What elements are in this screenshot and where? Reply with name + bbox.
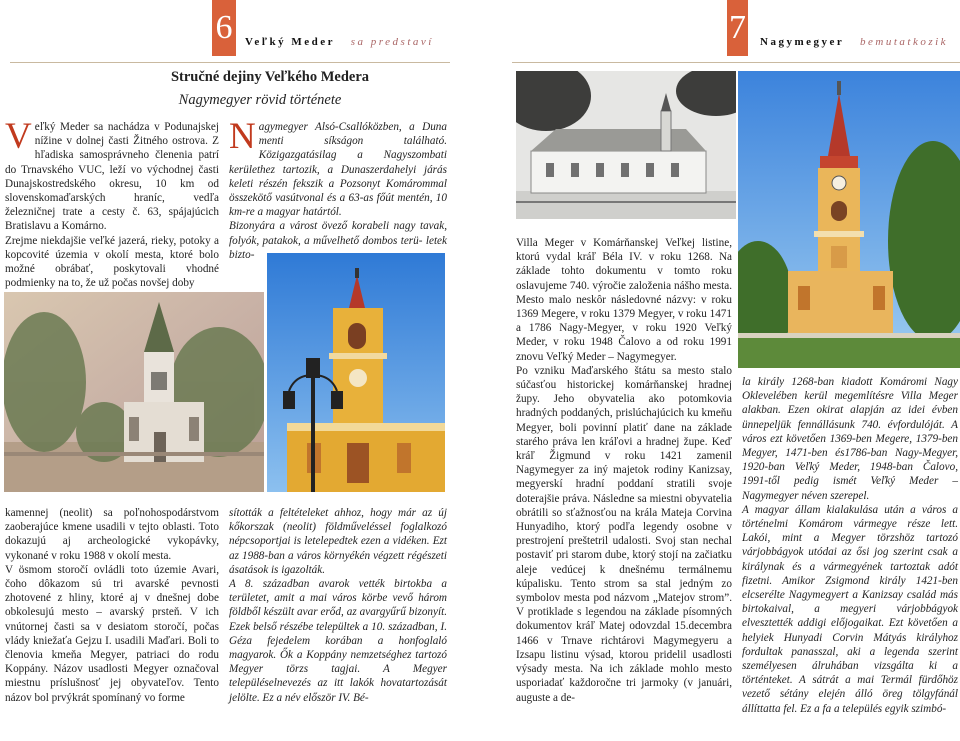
running-head-left-hu: sa predstaví [350, 36, 434, 48]
photo-old-street [516, 71, 736, 219]
column-sk-top [5, 116, 219, 290]
photo-old-church-postcard [4, 292, 264, 492]
header-rule-left [10, 62, 450, 63]
column-sk-bottom [5, 506, 219, 705]
paragraph: V ösmom storočí ovládli toto územie Avari, čoho dôkazom sú tri avarské pevnosti zhotovené z hliny, ktoré aj v dnešnej dobe obkolesujú mesto – avarský prsteň. V ich vnútornej časti sa v desiatom storočí, počas vlády kniežaťa Gejzu I. usadili Maďari. Boli to členovia kmeňa Megyer, patriaci do rodu Koppány. Názov usadlosti Megyer označoval miestnu príslušnosť jej obyvateľov. Tento názov bol prvýkrát spomínaný vo forme [5, 563, 219, 704]
paragraph: Bizonyára a várost övező korabeli nagy tavak, folyók, patakok, a művelhető dombos terü- letek bizto- [229, 220, 447, 261]
photo-church-tower [738, 71, 960, 368]
drop-cap: N [229, 116, 256, 157]
paragraph: sították a feltételeket ahhoz, hogy már az új kőkorszak (neolit) földműveléssel foglalkozó népcsoportjai is letelepedtek ezen a vidéken. Ezt az 1988-ban a város környékén végzett régészeti ásatások is igazolták. [229, 507, 447, 576]
paragraph: A magyar állam kialakulása után a város a történelmi Komárom vármegye része lett. Lakói, mint a Megyer törzshöz tartozó várjobbágyok utódai az ősi jog szerint csak a királynak és a vármegyének tartoztak adót fizetni. Amikor Zsigmond király 1421-ben elcserélte Nagymegyert a Kanizsay család más birtokaival, a megyeri várjobbágyok elvesztették addigi előjogaikat. Ezt követően a helyiek Hunyadi Corvin Mátyás királyhoz fordultak panasszal, aki a legenda szerint személyesen álruhában vizsgálta ki a történteket. A sátrát a mai Termál fürdőhöz vezető sétány elején álló öreg tölgyfánál állíttatta fel. Ez a fa a település egyik szimbó- [742, 503, 958, 715]
running-head-left-sk: Veľký Meder [245, 36, 335, 48]
page-subtitle: Nagymegyer rövid története [178, 92, 342, 108]
running-head-left [245, 36, 434, 48]
paragraph [229, 116, 447, 219]
running-head-right [760, 36, 948, 48]
paragraph: la király 1268-ban kiadott Komáromi Nagy Oklevelében kerül megemlítésre Villa Meger alakban. Ezen okirat alapján az idei évben ünnepeljük fennállásunk 740. évfordulóját. A város ezt követően 1369-ben Megere, 1379-ben Megyer, 1471-ben és1786-ban Nagy-Megyer, 1920-ban Veľký Meder, 1948-ban Čalovo, 1991-től pedig ismét Veľký Meder – Nagymegyer néven szerepel. [742, 376, 958, 502]
page-number-right: 7 [727, 0, 748, 56]
header-rule-right [512, 62, 960, 63]
column-hu-top [229, 116, 447, 262]
drop-cap: V [5, 116, 32, 157]
page-number-left: 6 [212, 0, 236, 56]
paragraph: A 8. században avarok vették birtokba a területet, amit a mai város körbe vevő három földből készült avar erőd, az avargyűrű bizonyít. Ezek belső részébe települtek a 10. században, I. Géza fejedelem korában a honfoglaló magyarok. Ők a Koppány nemzetséghez tartozó Megyer törzs tagjai. A Megyer településelnevezés az itt lakók hovatartozását jelölte. Ez a név először IV. Bé- [229, 578, 447, 704]
column-hu-bottom [229, 506, 447, 705]
photo-yellow-church [267, 253, 445, 492]
paragraph: Po vzniku Maďarského štátu sa mesto stalo súčasťou historickej komárňanskej hradnej župy. Jeho obyvatelia ako potomkovia hradných poddaných, prislúchajúcich ku kmeňu Megyer, boli povinní platiť dane na základe starého práva len kráľovi a hradnej župe. Keď kráľ Žigmund v roku 1421 zamenil Nagymegyer za iný majetok rodiny Kanizsay, megyerskí hradní poddaní stratili svoje doterajšie práva. Následne sa miestni obyvatelia obrátili so sťažnosťou na krála Mateja Corvina Hunyadiho, ktorý podľa legendy osobne v prestrojení preštetril udalosti. Svoj stan nechal postaviť pri starom dube, ktorý stojí na začiatku aleje vedúcej k dnešnému termálnemu kúpalisku. Tento strom sa stal jedným zo symbolov mesta pod názvom „Matejov strom”. V protiklade s legendou na základe písomných dokumentov kráľ Matej odovzdal 15.decembra 1466 v Trnave richtárovi Magymegyeru a Izsapu listinu výsad, ktorou pridelil usadlosti výsady mesta. Na ich základe mohlo mesto usporiadať každoročne tri jarmoky (v januári, auguste a de- [516, 364, 732, 704]
column-hu-right [742, 375, 958, 716]
page-title: Stručné dejiny Veľkého Medera [170, 69, 370, 85]
paragraph: Zrejme niekdajšie veľké jazerá, rieky, potoky a kopcovité územia v okolí mesta, ktoré bolo možné obrábať, poskytovali vhodné podmienky na to, že už počas novšej doby [5, 234, 219, 290]
column-sk-right [516, 236, 732, 705]
paragraph: Villa Meger v Komárňanskej Veľkej listine, ktorú vydal kráľ Béla IV. v roku 1268. Na základe tohto dokumentu v tomto roku oslavujeme 740. výročie založenia nášho mesta. Mesto malo neskôr následovné názvy: v roku 1369 Megere, v roku 1379 Megyer, v roku 1471 a 1786 Nagy-Megyer, v roku 1920 Veľký Meder, v roku 1948 Čalovo a od roku 1991 znovu Veľký Meder – Nagymegyer. [516, 237, 732, 363]
running-head-right-hu: bemutatkozik [860, 36, 949, 48]
paragraph [5, 116, 219, 234]
paragraph: kamennej (neolit) sa poľnohospodárstvom zaoberajúce kmene usadili v tejto oblasti. Toto dokazujú aj archeologické vykopávky, vykonané v roku 1988 v okolí mesta. [5, 507, 219, 562]
running-head-right-sk: Nagymegyer [760, 36, 845, 48]
paragraph-text: eľký Meder sa nachádza v Podunajskej nížine v dolnej časti Žitného ostrova. Z hľadiska samosprávneho členenia patrí do Trnavského VUC, leží vo východnej časti Dunajskostredského okresu, 10 km od slovenskomaďarských hraníc, vedľa železničnej trate a cesty č. 63, spájajúcich Bratislavu a Komárno. [5, 121, 219, 233]
paragraph-text: agymegyer Alsó-Csallóközben, a Duna menti síkságon található. Közigazgatásilag a Nagyszombati kerülethez tartozik, a Dunaszerdahelyi járás keleti részén fekszik a Pozsonyt Komárommal összekötő vasútvonal és a 63-as főút mentén, 10 km-re a magyar határtól. [229, 121, 447, 219]
